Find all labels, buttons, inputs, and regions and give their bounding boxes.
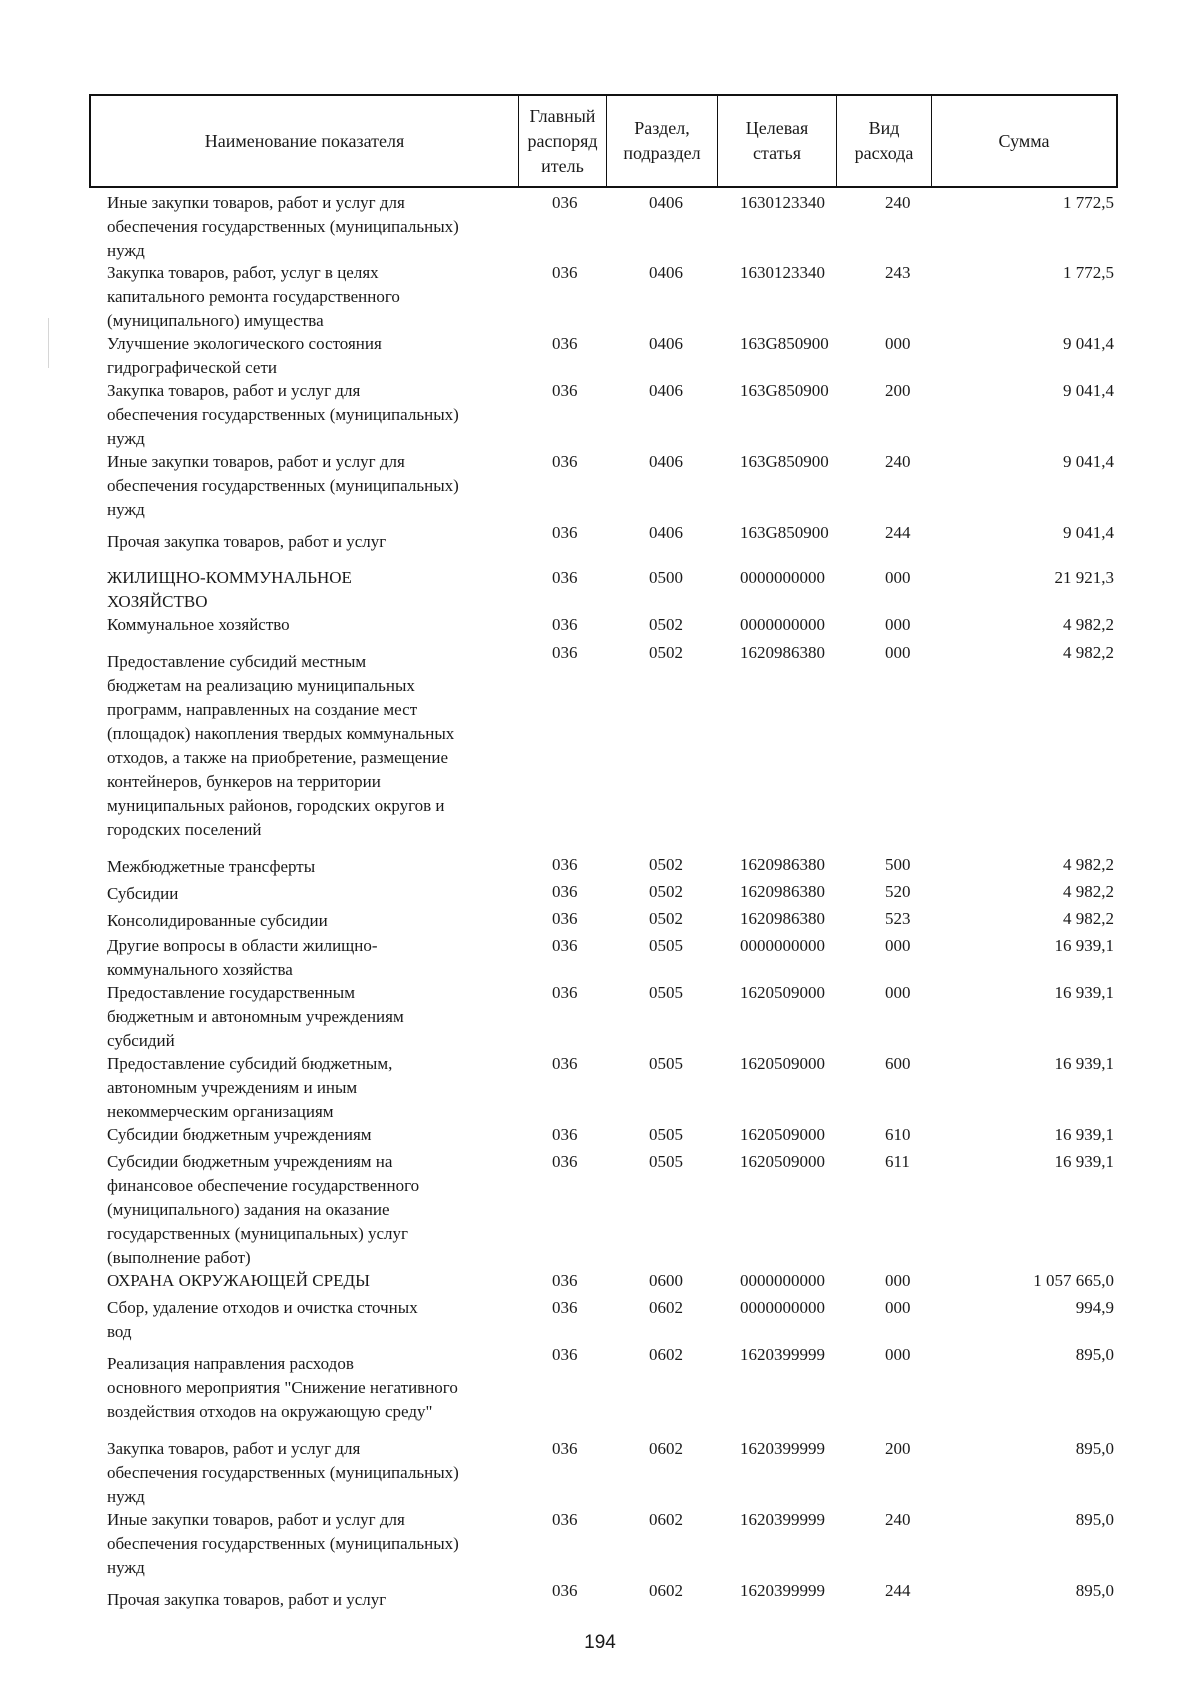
row-name: Закупка товаров, работ и услуг для обеспечения государственных (муниципальных) нужд [107,381,459,448]
row-vr: 000 [885,1298,911,1317]
row-grbs: 036 [552,1125,578,1144]
row-grbs: 036 [552,882,578,901]
row-name: Предоставление субсидий местным бюджетам на реализацию муниципальных программ, направленных на создание мест (площадок) накопления твердых коммунальных отходов, а также на приобретение, размещение контейнеров, бункеров на территории муниципальных районов, городских округов и городских поселений [107,652,455,839]
row-grbs: 036 [552,263,578,282]
row-name: Межбюджетные трансферты [107,857,316,876]
row-vr: 200 [885,381,911,400]
header-csr-text: Целевая статья [745,118,809,163]
row-grbs: 036 [552,1510,578,1529]
row-vr: 240 [885,193,911,212]
row-razdel: 0602 [649,1298,683,1317]
row-sum: 1 772,5 [1063,263,1114,282]
row-grbs: 036 [552,381,578,400]
row-vr: 244 [885,523,911,542]
row-sum: 9 041,4 [1063,452,1114,471]
row-name: Реализация направления расходов основного мероприятия "Снижение негативного воздействия отходов на окружающую среду" [107,1354,458,1421]
row-sum: 16 939,1 [1054,936,1114,955]
row-razdel: 0502 [649,909,683,928]
row-razdel: 0406 [649,523,683,542]
row-csr: 1620509000 [740,1125,825,1144]
row-name: Другие вопросы в области жилищно- коммунального хозяйства [107,936,378,979]
row-csr: 163G850900 [740,452,829,471]
row-csr: 163G850900 [740,334,829,353]
row-vr: 000 [885,568,911,587]
header-razdel-text: Раздел, подраздел [623,118,701,163]
row-razdel: 0502 [649,615,683,634]
row-sum: 4 982,2 [1063,909,1114,928]
row-vr: 523 [885,909,911,928]
row-name: Иные закупки товаров, работ и услуг для обеспечения государственных (муниципальных) нужд [107,452,459,519]
row-grbs: 036 [552,1054,578,1073]
row-vr: 000 [885,936,911,955]
row-name: Закупка товаров, работ и услуг для обеспечения государственных (муниципальных) нужд [107,1439,459,1506]
row-razdel: 0406 [649,334,683,353]
row-vr: 000 [885,983,911,1002]
row-sum: 4 982,2 [1063,615,1114,634]
row-vr: 240 [885,1510,911,1529]
row-name: ЖИЛИЩНО-КОММУНАЛЬНОЕ ХОЗЯЙСТВО [107,568,352,611]
row-csr: 1620509000 [740,1054,825,1073]
row-sum: 9 041,4 [1063,334,1114,353]
row-sum: 16 939,1 [1054,983,1114,1002]
row-razdel: 0502 [649,643,683,662]
row-sum: 895,0 [1075,1581,1114,1600]
row-vr: 240 [885,452,911,471]
row-sum: 16 939,1 [1054,1125,1114,1144]
row-csr: 1620986380 [740,882,825,901]
row-razdel: 0406 [649,193,683,212]
row-razdel: 0500 [649,568,683,587]
row-name: Прочая закупка товаров, работ и услуг [107,1590,387,1609]
row-csr: 1620509000 [740,983,825,1002]
row-razdel: 0602 [649,1581,683,1600]
row-grbs: 036 [552,334,578,353]
row-vr: 611 [885,1152,910,1171]
row-csr: 163G850900 [740,523,829,542]
row-csr: 0000000000 [740,615,825,634]
row-name: Консолидированные субсидии [107,911,328,930]
row-grbs: 036 [552,615,578,634]
row-razdel: 0505 [649,1054,683,1073]
row-razdel: 0502 [649,855,683,874]
row-grbs: 036 [552,1271,578,1290]
row-csr: 163G850900 [740,381,829,400]
row-razdel: 0505 [649,1125,683,1144]
row-razdel: 0505 [649,936,683,955]
row-grbs: 036 [552,855,578,874]
row-sum: 4 982,2 [1063,643,1114,662]
header-name-text: Наименование показателя [204,130,405,151]
row-csr: 1620986380 [740,909,825,928]
row-csr: 1630123340 [740,263,825,282]
row-sum: 9 041,4 [1063,523,1114,542]
row-vr: 000 [885,1271,911,1290]
row-razdel: 0406 [649,263,683,282]
row-grbs: 036 [552,643,578,662]
row-sum: 4 982,2 [1063,882,1114,901]
row-csr: 1620399999 [740,1581,825,1600]
row-sum: 895,0 [1075,1439,1114,1458]
row-grbs: 036 [552,936,578,955]
row-sum: 1 772,5 [1063,193,1114,212]
row-csr: 1620986380 [740,855,825,874]
row-vr: 244 [885,1581,911,1600]
row-vr: 600 [885,1054,911,1073]
row-sum: 16 939,1 [1054,1054,1114,1073]
row-razdel: 0505 [649,1152,683,1171]
row-csr: 1620399999 [740,1510,825,1529]
row-vr: 000 [885,334,911,353]
row-grbs: 036 [552,1298,578,1317]
row-vr: 000 [885,615,911,634]
row-name: Иные закупки товаров, работ и услуг для обеспечения государственных (муниципальных) нужд [107,193,459,260]
row-name: Закупка товаров, работ, услуг в целях капитального ремонта государственного (муниципального) имущества [107,263,400,330]
row-grbs: 036 [552,452,578,471]
row-name: Предоставление государственным бюджетным и автономным учреждениям субсидий [107,983,404,1050]
row-csr: 0000000000 [740,1298,825,1317]
row-razdel: 0406 [649,381,683,400]
row-name: Улучшение экологического состояния гидрографической сети [107,334,382,377]
row-csr: 1620986380 [740,643,825,662]
row-razdel: 0602 [649,1510,683,1529]
row-vr: 200 [885,1439,911,1458]
row-vr: 000 [885,1345,911,1364]
row-grbs: 036 [552,909,578,928]
row-vr: 243 [885,263,911,282]
row-vr: 520 [885,882,911,901]
row-grbs: 036 [552,1345,578,1364]
row-name: ОХРАНА ОКРУЖАЮЩЕЙ СРЕДЫ [107,1271,370,1290]
row-sum: 994,9 [1075,1298,1114,1317]
row-grbs: 036 [552,1439,578,1458]
row-razdel: 0406 [649,452,683,471]
row-csr: 0000000000 [740,1271,825,1290]
row-razdel: 0502 [649,882,683,901]
header-grbs-text: Главный распоряд итель [527,105,598,176]
header-sum-text: Сумма [998,130,1050,151]
row-name: Субсидии [107,884,179,903]
row-sum: 1 057 665,0 [1033,1271,1114,1290]
header-vr-text: Вид расхода [854,118,914,163]
row-sum: 9 041,4 [1063,381,1114,400]
row-grbs: 036 [552,1581,578,1600]
row-csr: 0000000000 [740,936,825,955]
row-razdel: 0602 [649,1439,683,1458]
row-name: Иные закупки товаров, работ и услуг для обеспечения государственных (муниципальных) нужд [107,1510,459,1577]
row-sum: 16 939,1 [1054,1152,1114,1171]
row-name: Прочая закупка товаров, работ и услуг [107,532,387,551]
page-number: 194 [584,1632,616,1653]
row-razdel: 0602 [649,1345,683,1364]
row-grbs: 036 [552,568,578,587]
row-name: Субсидии бюджетным учреждениям [107,1125,372,1144]
row-vr: 610 [885,1125,911,1144]
row-sum: 895,0 [1075,1345,1114,1364]
row-grbs: 036 [552,193,578,212]
row-csr: 1620399999 [740,1439,825,1458]
row-name: Субсидии бюджетным учреждениям на финансовое обеспечение государственного (муниципального) задания на оказание государственных (муниципальных) услуг (выполнение работ) [107,1152,420,1267]
row-vr: 500 [885,855,911,874]
row-sum: 895,0 [1075,1510,1114,1529]
row-grbs: 036 [552,1152,578,1171]
row-grbs: 036 [552,523,578,542]
row-razdel: 0505 [649,983,683,1002]
row-name: Сбор, удаление отходов и очистка сточных вод [107,1298,418,1341]
row-name: Предоставление субсидий бюджетным, автономным учреждениям и иным некоммерческим организациям [107,1054,393,1121]
row-csr: 0000000000 [740,568,825,587]
row-csr: 1620509000 [740,1152,825,1171]
row-grbs: 036 [552,983,578,1002]
row-vr: 000 [885,643,911,662]
row-sum: 21 921,3 [1054,568,1114,587]
row-csr: 1630123340 [740,193,825,212]
row-sum: 4 982,2 [1063,855,1114,874]
row-name: Коммунальное хозяйство [107,615,290,634]
row-razdel: 0600 [649,1271,683,1290]
row-csr: 1620399999 [740,1345,825,1364]
